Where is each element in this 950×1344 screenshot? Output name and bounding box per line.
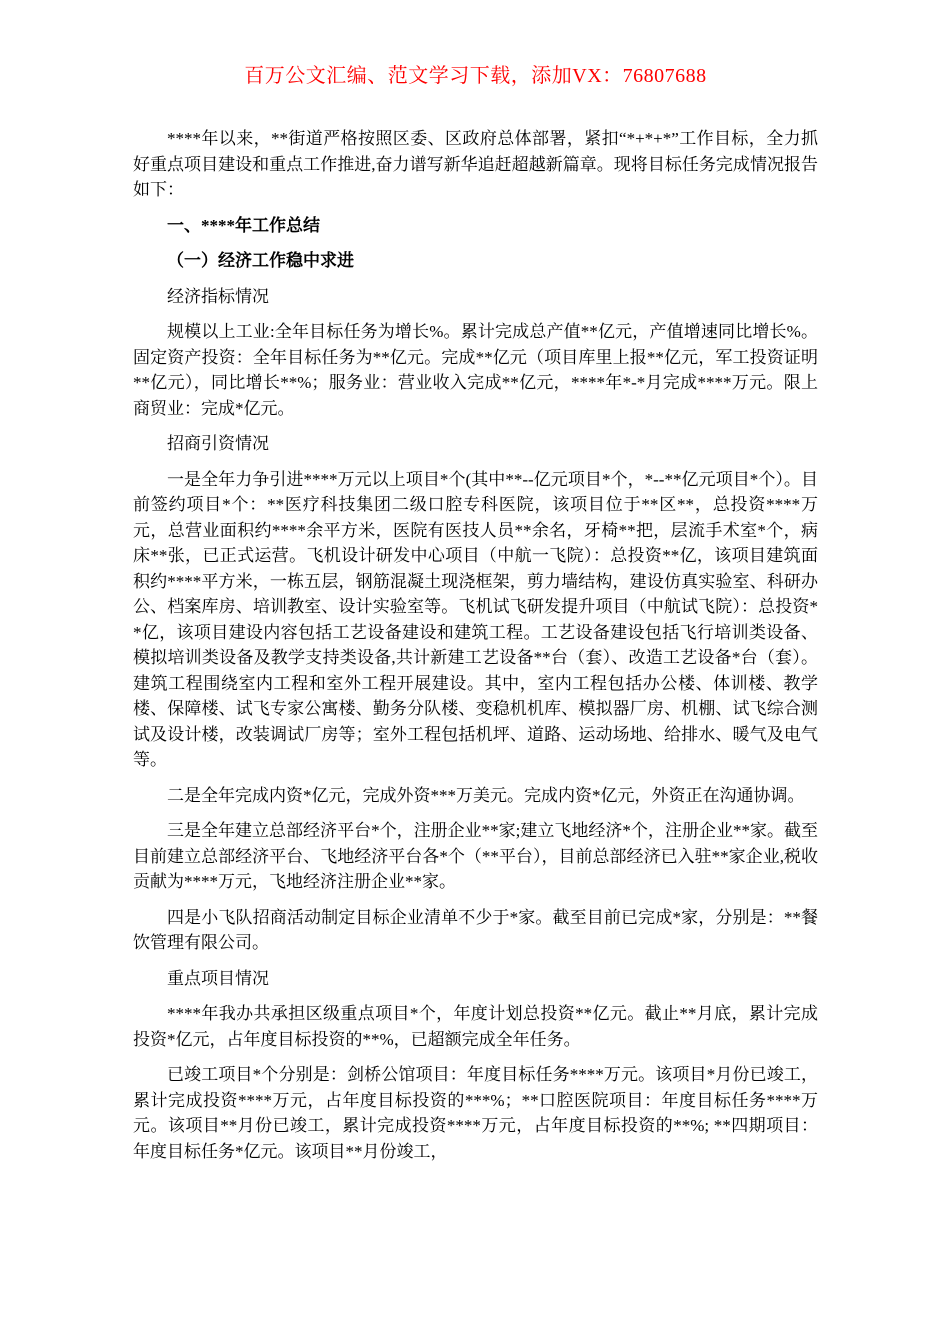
para-investment-item-2: 二是全年完成内资*亿元，完成外资***万美元。完成内资*亿元，外资正在沟通协调。	[167, 785, 805, 805]
para-key-projects-overview: ****年我办共承担区级重点项目*个，年度计划总投资**亿元。截止**月底，累计完成投资*亿元，占年度目标投资的**%，已超额完成全年任务。	[133, 1004, 818, 1049]
para-investment-item-1: 一是全年力争引进****万元以上项目*个(其中**--亿元项目*个，*--**亿元项目*个）。目前签约项目*个：**医疗科技集团二级口腔专科医院，该项目位于**区**，总投资****万元，总营业面积约****余平方米，医院有医技人员**余名，牙椅**把，层流手术室*个，病床**张，已正式运营。飞机设计研发中心项目（中航一飞院）：总投资**亿，该项目建筑面积约****平方米，一栋五层，钢筋混凝土现浇框架，剪力墙结构，建设仿真实验室、科研办公、档案库房、培训教室、设计实验室等。飞机试飞研发提升项目（中航试飞院）：总投资**亿，该项目建设内容包括工艺设备建设和建筑工程。工艺设备建设包括飞行培训类设备、模拟培训类设备及教学支持类设备,共计新建工艺设备**台（套）、改造工艺设备*台（套）。建筑工程围绕室内工程和室外工程开展建设。其中，室内工程包括办公楼、体训楼、教学楼、保障楼、试飞专家公寓楼、勤务分队楼、变稳机机库、模拟器厂房、机棚、试飞综合测试及设计楼，改装调试厂房等；室外工程包括机坪、道路、运动场地、给排水、暖气及电气等。	[133, 469, 818, 769]
heading-year-work-summary: 一、****年工作总结	[167, 215, 320, 235]
para-investment-item-3: 三是全年建立总部经济平台*个，注册企业**家;建立飞地经济*个，注册企业**家。截至目前建立总部经济平台、飞地经济平台各*个（**平台），目前总部经济已入驻**家企业,税收贡献为****万元，飞地经济注册企业**家。	[133, 821, 818, 891]
para-economic-indicators: 规模以上工业:全年目标任务为增长%。累计完成总产值**亿元，产值增速同比增长%。固定资产投资：全年目标任务为**亿元。完成**亿元（项目库里上报**亿元，军工投资证明**亿元），同比增长**%；服务业：营业收入完成**亿元，****年*-*月完成****万元。限上商贸业：完成*亿元。	[133, 322, 818, 418]
para-intro: ****年以来，**街道严格按照区委、区政府总体部署，紧扣“*+*+*”工作目标，全力抓好重点项目建设和重点工作推进,奋力谱写新华追赶超越新篇章。现将目标任务完成情况报告如下：	[133, 129, 818, 199]
document-body	[133, 126, 818, 1164]
label-economic-indicators: 经济指标情况	[167, 286, 269, 306]
promo-banner: 百万公文汇编、范文学习下载，添加VX：76807688	[244, 65, 707, 87]
para-completed-projects: 已竣工项目*个分别是：剑桥公馆项目：年度目标任务****万元。该项目*月份已竣工，累计完成投资****万元，占年度目标投资的***%；**口腔医院项目：年度目标任务****万元。该项目**月份已竣工，累计完成投资****万元，占年度目标投资的**%; **四期项目：年度目标任务*亿元。该项目**月份竣工，	[133, 1065, 818, 1161]
heading-economic-work: （一）经济工作稳中求进	[167, 251, 354, 270]
label-key-projects: 重点项目情况	[167, 968, 269, 988]
label-investment-attraction: 招商引资情况	[167, 434, 269, 453]
para-investment-item-4: 四是小飞队招商活动制定目标企业清单不少于*家。截至目前已完成*家，分别是：**餐饮管理有限公司。	[133, 907, 818, 952]
